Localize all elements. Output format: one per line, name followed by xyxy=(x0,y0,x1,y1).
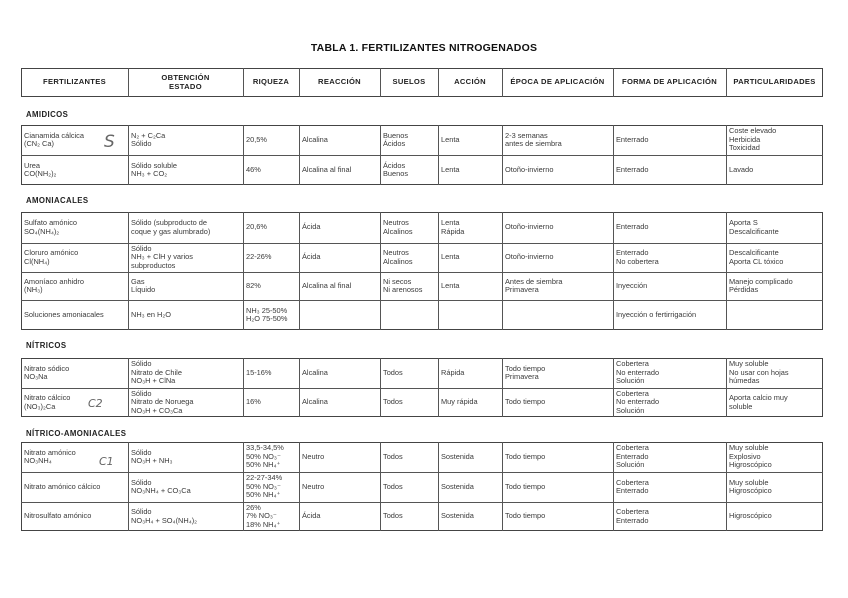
cell-reaccion: Ácida xyxy=(302,222,321,232)
cell-epoca: Todo tiempo Primavera xyxy=(505,363,546,381)
cell-obtencion: Sólido NO₃H₄ + SO₄(NH₄)₂ xyxy=(131,507,198,525)
cell-particularidades: Aporta S Descalcificante xyxy=(729,218,779,236)
cell-suelos: Todos xyxy=(383,511,403,521)
cell-riqueza: 46% xyxy=(246,164,261,174)
cell-particularidades: Aporta calcio muy soluble xyxy=(729,393,788,411)
cell-accion xyxy=(438,300,502,330)
cell-suelos: Neutros Alcalinos xyxy=(383,248,413,266)
cell-forma: Inyección xyxy=(616,280,648,290)
cell-fertilizante: Urea CO(NH₂)₂ xyxy=(24,160,57,178)
handwritten-mark-c2: C2 xyxy=(88,397,103,410)
header-cell-reaccion: REACCIÓN xyxy=(318,77,361,87)
cell-riqueza: 16% xyxy=(246,397,261,407)
cell-epoca: Otoño-invierno xyxy=(505,252,554,262)
cell-fertilizante: Nitrato cálcico (NO₃)₂Ca xyxy=(24,393,71,411)
cell-suelos: Todos xyxy=(383,397,403,407)
cell-obtencion: Sólido soluble NH₃ + CO₂ xyxy=(131,160,178,178)
cell-riqueza: 33,5-34,5% 50% NO₃⁻ 50% NH₄⁺ xyxy=(246,443,284,470)
cell-accion: Sostenida xyxy=(441,451,474,461)
cell-reaccion: Ácida xyxy=(302,252,321,262)
header-divider xyxy=(128,68,129,97)
cell-suelos: Todos xyxy=(383,481,403,491)
cell-forma: Cobertera Enterrado xyxy=(616,507,649,525)
table-title: TABLA 1. FERTILIZANTES NITROGENADOS xyxy=(310,42,538,54)
cell-accion: Sostenida xyxy=(441,511,474,521)
cell-obtencion: Sólido Nitrato de Noruega NO₃H + CO₃Ca xyxy=(131,388,194,415)
cell-particularidades: Descalcificante Aporta CL tóxico xyxy=(729,248,784,266)
cell-fertilizante: Nitrato amónico cálcico xyxy=(24,481,101,491)
header-divider xyxy=(502,68,503,97)
cell-epoca: Todo tiempo xyxy=(505,481,546,491)
cell-fertilizante: Cloruro amónico Cl(NH₄) xyxy=(24,248,79,266)
cell-particularidades: Lavado xyxy=(729,164,754,174)
header-cell-epoca: ÉPOCA DE APLICACIÓN xyxy=(510,77,605,87)
cell-fertilizante: Sulfato amónico SO₄(NH₄)₂ xyxy=(24,218,77,236)
section-label-amidicos: AMIDICOS xyxy=(26,110,69,119)
cell-particularidades xyxy=(726,300,823,330)
cell-epoca: Antes de siembra Primavera xyxy=(505,276,563,294)
cell-particularidades: Manejo complicado Pérdidas xyxy=(729,276,793,294)
cell-epoca: Todo tiempo xyxy=(505,511,546,521)
cell-reaccion: Neutro xyxy=(302,481,325,491)
cell-riqueza: 20,5% xyxy=(246,134,267,144)
cell-fertilizante: Soluciones amoniacales xyxy=(24,309,104,319)
cell-suelos: Todos xyxy=(383,367,403,377)
cell-particularidades: Muy soluble Higroscópico xyxy=(729,477,772,495)
cell-forma: Enterrado xyxy=(616,134,649,144)
cell-reaccion: Neutro xyxy=(302,451,325,461)
cell-accion: Lenta xyxy=(441,164,460,174)
header-cell-obtencion: OBTENCIÓN ESTADO xyxy=(161,73,210,91)
header-divider xyxy=(613,68,614,97)
cell-epoca: 2-3 semanas antes de siembra xyxy=(505,130,562,148)
cell-obtencion: Sólido NH₃ + ClH y varios subproductos xyxy=(131,243,193,270)
cell-suelos: Buenos Ácidos xyxy=(383,130,409,148)
cell-accion: Muy rápida xyxy=(441,397,478,407)
header-divider xyxy=(299,68,300,97)
header-divider xyxy=(438,68,439,97)
cell-particularidades: Higroscópico xyxy=(729,511,772,521)
cell-forma: Enterrado xyxy=(616,222,649,232)
cell-reaccion: Ácida xyxy=(302,511,321,521)
cell-accion: Lenta xyxy=(441,280,460,290)
cell-suelos: Ni secos Ni arenosos xyxy=(383,276,423,294)
header-cell-accion: ACCIÓN xyxy=(454,77,486,87)
cell-obtencion: NH₃ en H₂O xyxy=(131,309,171,319)
cell-riqueza: 22-27-34% 50% NO₃⁻ 50% NH₄⁺ xyxy=(246,473,283,500)
cell-suelos: Ácidos Buenos xyxy=(383,160,409,178)
cell-reaccion: Alcalina xyxy=(302,367,328,377)
cell-particularidades: Muy soluble No usar con hojas húmedas xyxy=(729,359,789,386)
handwritten-mark-s: S xyxy=(104,132,115,152)
header-cell-particularidades: PARTICULARIDADES xyxy=(733,77,816,87)
cell-fertilizante: Nitrosulfato amónico xyxy=(24,511,92,521)
cell-particularidades: Coste elevado Herbicida Toxicidad xyxy=(729,126,777,153)
cell-riqueza: 26% 7% NO₃⁻ 18% NH₄⁺ xyxy=(246,502,281,529)
cell-epoca xyxy=(502,300,613,330)
cell-epoca: Otoño-invierno xyxy=(505,222,554,232)
cell-accion: Lenta xyxy=(441,252,460,262)
cell-forma: Inyección o fertirrigación xyxy=(616,309,697,319)
cell-reaccion: Alcalina xyxy=(302,134,328,144)
cell-suelos: Neutros Alcalinos xyxy=(383,218,413,236)
section-label-nitricos: NÍTRICOS xyxy=(26,341,67,350)
header-divider xyxy=(243,68,244,97)
cell-suelos xyxy=(380,300,438,330)
cell-riqueza: 22-26% xyxy=(246,252,272,262)
header-cell-forma: FORMA DE APLICACIÓN xyxy=(622,77,717,87)
header-cell-suelos: SUELOS xyxy=(392,77,426,87)
cell-reaccion: Alcalina al final xyxy=(302,280,352,290)
header-divider xyxy=(726,68,727,97)
cell-accion: Lenta Rápida xyxy=(441,218,465,236)
cell-riqueza: 15-16% xyxy=(246,367,272,377)
cell-suelos: Todos xyxy=(383,451,403,461)
cell-obtencion: Sólido (subproducto de coque y gas alumbrado) xyxy=(131,218,211,236)
cell-obtencion: Sólido Nitrato de Chile NO₃H + ClNa xyxy=(131,359,182,386)
cell-accion: Rápida xyxy=(441,367,465,377)
cell-obtencion: Sólido NO₃H + NH₃ xyxy=(131,447,173,465)
cell-particularidades: Muy soluble Explosivo Higroscópico xyxy=(729,443,772,470)
cell-fertilizante: Amoníaco anhidro (NH₃) xyxy=(24,276,84,294)
section-label-amoniacales: AMONIACALES xyxy=(26,196,89,205)
cell-accion: Sostenida xyxy=(441,481,474,491)
cell-riqueza: 20,6% xyxy=(246,222,267,232)
cell-forma: Enterrado xyxy=(616,164,649,174)
cell-epoca: Todo tiempo xyxy=(505,397,546,407)
cell-fertilizante: Nitrato amónico NO₃NH₄ xyxy=(24,447,76,465)
section-label-nitrico-amoniacales: NÍTRICO-AMONIACALES xyxy=(26,429,127,438)
cell-forma: Cobertera No enterrado Solución xyxy=(616,388,660,415)
cell-forma: Cobertera No enterrado Solución xyxy=(616,359,660,386)
cell-epoca: Otoño-invierno xyxy=(505,164,554,174)
cell-forma: Cobertera Enterrado xyxy=(616,477,649,495)
cell-reaccion: Alcalina al final xyxy=(302,164,352,174)
cell-riqueza: NH₃ 25-50% H₂O 75-50% xyxy=(246,305,288,323)
cell-reaccion: Alcalina xyxy=(302,397,328,407)
cell-obtencion: Gas Líquido xyxy=(131,276,156,294)
header-divider xyxy=(380,68,381,97)
cell-forma: Cobertera Enterrado Solución xyxy=(616,443,649,470)
cell-obtencion: N₂ + C₂Ca Sólido xyxy=(131,130,166,148)
cell-fertilizante: Cianamida cálcica (CN₂ Ca) xyxy=(24,130,84,148)
cell-riqueza: 82% xyxy=(246,280,261,290)
cell-fertilizante: Nitrato sódico NO₃Na xyxy=(24,363,70,381)
cell-obtencion: Sólido NO₃NH₄ + CO₃Ca xyxy=(131,477,191,495)
header-cell-fertilizante: FERTILIZANTES xyxy=(43,77,106,87)
cell-forma: Enterrado No cobertera xyxy=(616,248,659,266)
cell-reaccion xyxy=(299,300,380,330)
cell-accion: Lenta xyxy=(441,134,460,144)
cell-epoca: Todo tiempo xyxy=(505,451,546,461)
handwritten-mark-c1: C1 xyxy=(99,455,114,468)
header-cell-riqueza: RIQUEZA xyxy=(252,77,290,87)
